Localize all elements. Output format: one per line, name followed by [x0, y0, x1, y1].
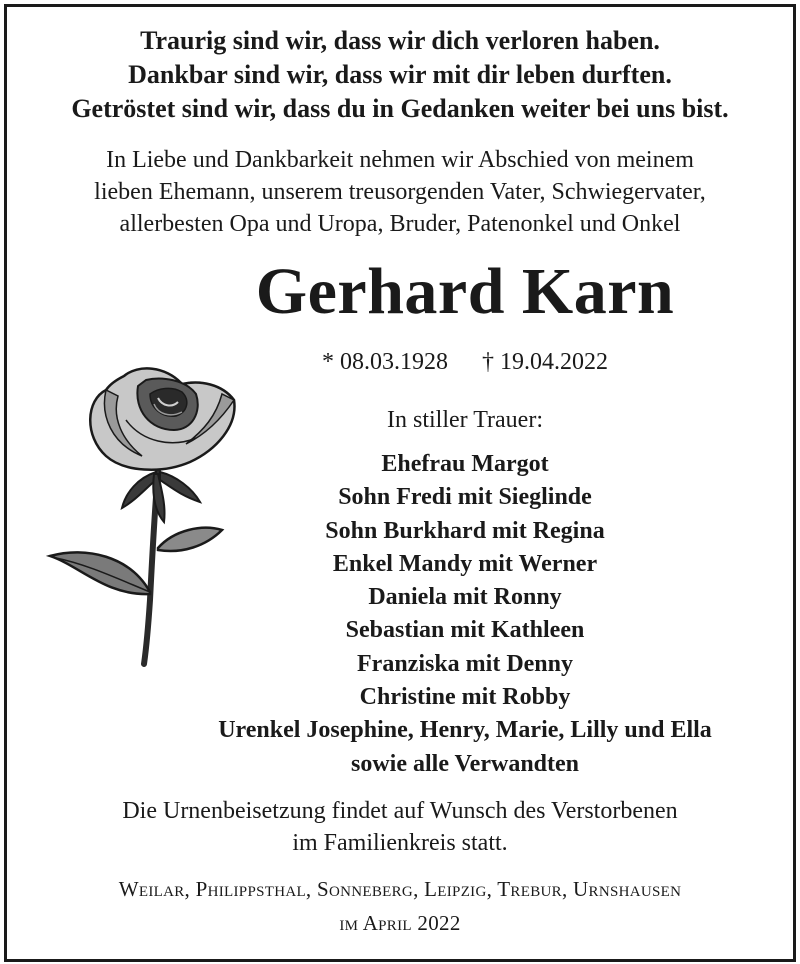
intro-text — [0, 144, 800, 240]
mourner-8: Christine mit Robby — [359, 684, 571, 711]
mourner-4: Enkel Mandy mit Werner — [332, 550, 598, 577]
mourning-heading: In stiller Trauer: — [387, 407, 543, 433]
deceased-name: Gerhard Karn — [255, 255, 675, 328]
mourner-9: Urenkel Josephine, Henry, Marie, Lilly und Ella — [218, 717, 712, 744]
funeral-notice — [0, 795, 800, 859]
mourner-10: sowie alle Verwandten — [351, 750, 579, 777]
poem-line-3: Getröstet sind wir, dass du in Gedanken weiter bei uns bist. — [71, 94, 729, 123]
places-towns: Weilar, Philippsthal, Sonneberg, Leipzig, Trebur, Urnshausen — [118, 877, 682, 901]
death-date: † 19.04.2022 — [482, 349, 608, 375]
birth-date: * 08.03.1928 — [322, 349, 448, 375]
mourner-5: Daniela mit Ronny — [368, 584, 562, 611]
intro-line-2: lieben Ehemann, unserem treusorgenden Vater, Schwiegervater, — [94, 179, 706, 205]
poem-line-1: Traurig sind wir, dass wir dich verloren haben. — [140, 26, 660, 55]
mourner-1: Ehefrau Margot — [381, 451, 549, 477]
poem-line-2: Dankbar sind wir, dass wir mit dir leben durften. — [128, 60, 672, 89]
intro-line-1: In Liebe und Dankbarkeit nehmen wir Abschied von meinem — [106, 147, 694, 173]
mourners-list — [150, 448, 780, 781]
poem — [0, 24, 800, 126]
mourner-6: Sebastian mit Kathleen — [345, 617, 585, 644]
mourner-7: Franziska mit Denny — [357, 650, 573, 677]
mourner-2: Sohn Fredi mit Sieglinde — [338, 484, 592, 511]
notice-line-1: Die Urnenbeisetzung findet auf Wunsch des Verstorbenen — [122, 798, 678, 824]
places-footer — [0, 872, 800, 940]
mourner-3: Sohn Burkhard mit Regina — [325, 517, 605, 544]
intro-line-3: allerbesten Opa und Uropa, Bruder, Patenonkel und Onkel — [119, 211, 681, 237]
places-date: im April 2022 — [339, 911, 461, 935]
notice-line-2: im Familienkreis statt. — [292, 830, 508, 856]
